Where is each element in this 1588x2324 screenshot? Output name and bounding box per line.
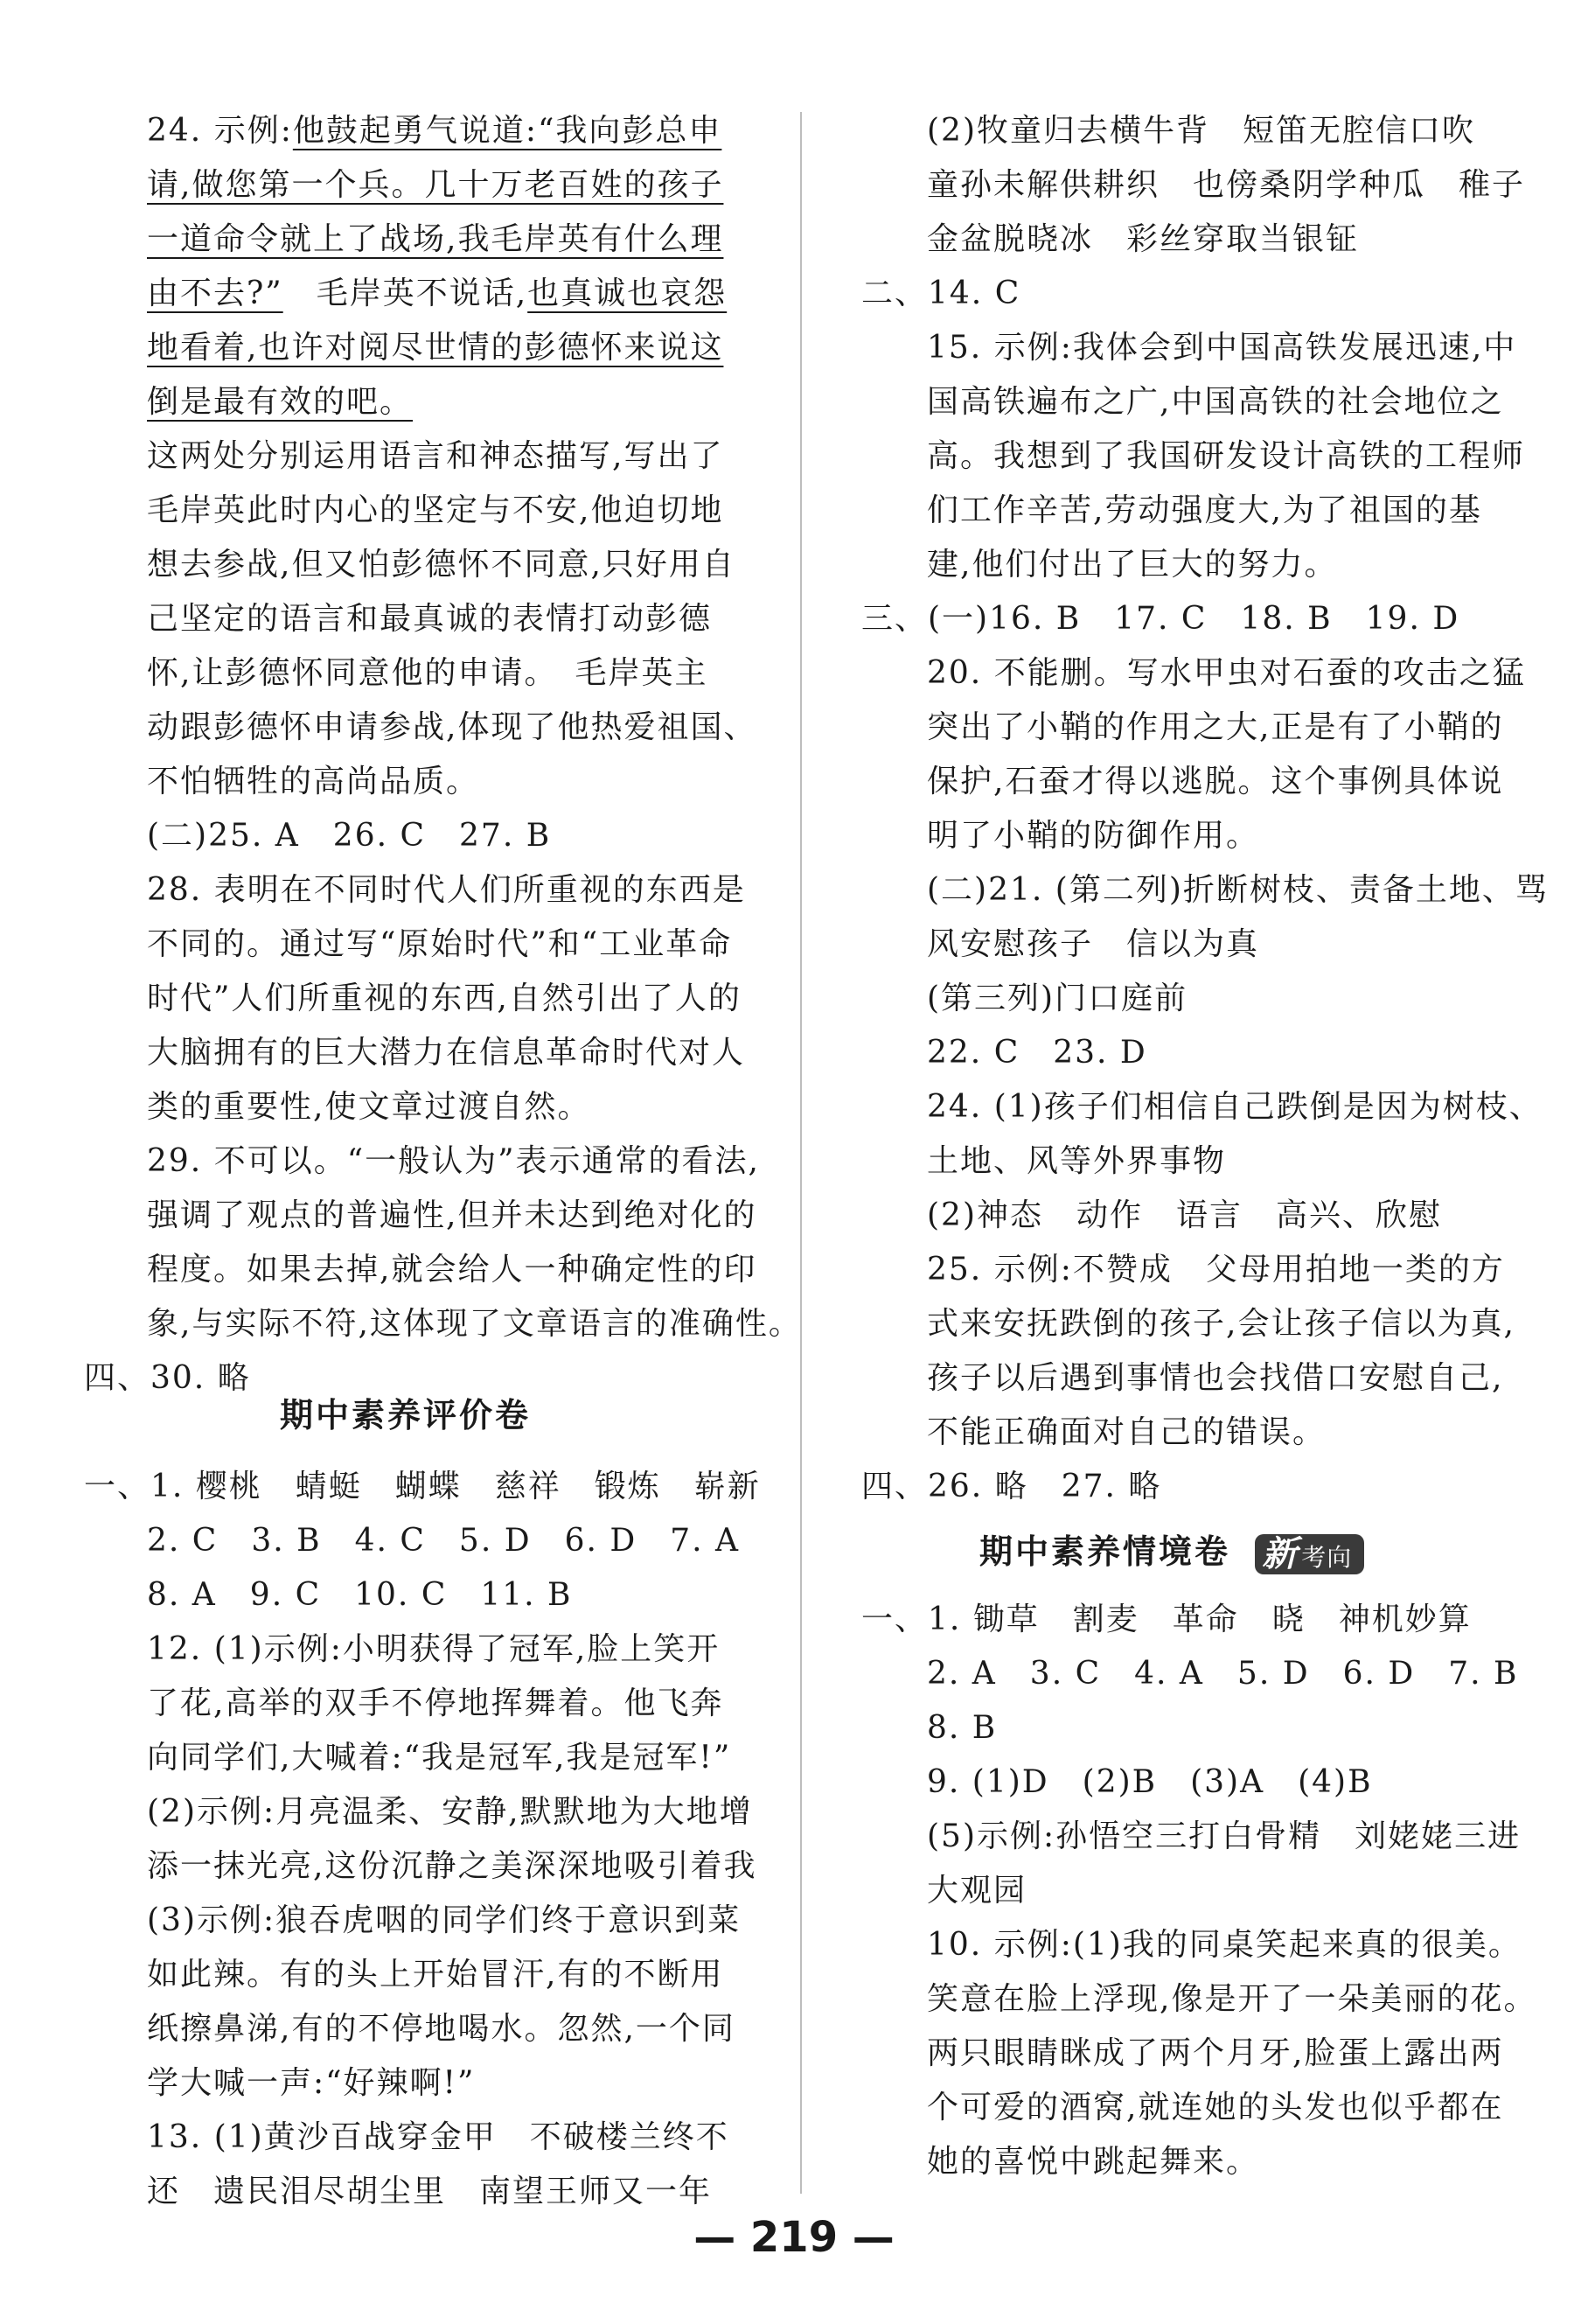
answer-line: [147, 981, 742, 1016]
answer-line: [147, 1524, 740, 1559]
answer-line: [147, 1958, 723, 1992]
line-text: 9. (1)D (2)B (3)A (4)B: [927, 1764, 1373, 1800]
answer-line: [84, 1361, 251, 1396]
answer-line: [927, 439, 1525, 474]
underlined-text: 地看着,也许对阅尽世情的彭德怀来说这: [147, 330, 724, 366]
line-text: 四、26. 略 27. 略: [861, 1469, 1162, 1504]
underlined-text: 倒是最有效的吧。: [147, 384, 414, 420]
line-text: 一、1. 樱桃 蜻蜓 蝴蝶 慈祥 锻炼 崭新: [84, 1469, 761, 1504]
answer-line: [861, 1602, 1472, 1637]
answer-line: [147, 1578, 573, 1613]
line-text: 二、14. C: [861, 276, 1021, 311]
line-text: 怀,让彭德怀同意他的申请。 毛岸英主: [147, 655, 708, 691]
line-text: 12. (1)示例:小明获得了冠军,脸上笑开: [147, 1631, 721, 1667]
answer-line: [927, 2090, 1503, 2125]
answer-line: [927, 1307, 1515, 1342]
underlined-text: 一道命令就上了战场,我毛岸英有什么理: [147, 221, 724, 257]
line-text: 四、30. 略: [84, 1360, 251, 1396]
answer-line: [927, 1765, 1373, 1800]
badge-small-text: 考向: [1301, 1542, 1353, 1572]
answer-line: [147, 2174, 712, 2209]
line-text: (二)25. A 26. C 27. B: [147, 818, 552, 854]
answer-line: [927, 1657, 1518, 1692]
answer-line: [147, 1686, 723, 1721]
line-text: 保护,石蚕才得以逃脱。这个事例具体说: [927, 764, 1504, 799]
answer-line: [147, 222, 723, 257]
line-text: 个可爱的酒窝,就连她的头发也似乎都在: [927, 2090, 1504, 2125]
answer-line: [147, 385, 413, 420]
line-text: 24. (1)孩子们相信自己跌倒是因为树枝、: [927, 1089, 1543, 1125]
answer-line: [147, 331, 723, 366]
answer-line: [147, 2120, 729, 2155]
badge-big-char: 新: [1262, 1533, 1299, 1574]
line-text: 20. 不能删。写水甲虫对石蚕的攻击之猛: [927, 655, 1526, 691]
section-title-midterm-eval: [280, 1396, 531, 1434]
answer-line: [927, 1198, 1442, 1233]
line-text: 10. 示例:(1)我的同桌笑起来真的很美。: [927, 1927, 1522, 1963]
underlined-text: 他鼓起勇气说道:“我向彭总申: [292, 113, 722, 149]
answer-line: [147, 1795, 753, 1830]
line-text: 不同的。通过写“原始时代”和“工业革命: [147, 926, 733, 962]
answer-line: [147, 1090, 590, 1125]
line-text: 添一抹光亮,这份沉静之美深深地吸引着我: [147, 1848, 757, 1884]
line-text: 孩子以后遇到事情也会找借口安慰自己,: [927, 1360, 1504, 1396]
line-text: 不能正确面对自己的错误。: [927, 1414, 1327, 1450]
line-text: 22. C 23. D: [927, 1035, 1147, 1071]
line-text: 大脑拥有的巨大潜力在信息革命时代对人: [147, 1035, 746, 1071]
line-text: 强调了观点的普遍性,但并未达到绝对化的: [147, 1197, 757, 1233]
answer-line: [927, 168, 1525, 203]
line-text: 突出了小鞘的作用之大,正是有了小鞘的: [927, 709, 1504, 745]
answer-line: [927, 114, 1475, 149]
answer-line: [147, 2012, 735, 2047]
answer-line: [147, 168, 723, 203]
line-text: 如此辣。有的头上开始冒汗,有的不断用: [147, 1957, 724, 1992]
answer-line: [147, 927, 732, 962]
line-text: 28. 表明在不同时代人们所重视的东西是: [147, 872, 746, 908]
line-text: 29. 不可以。“一般认为”表示通常的看法,: [147, 1143, 760, 1179]
line-text: 类的重要性,使文章过渡自然。: [147, 1089, 591, 1125]
column-divider: [800, 112, 802, 2194]
line-text: 向同学们,大喊着:“我是冠军,我是冠军!”: [147, 1740, 732, 1776]
answer-line: [861, 276, 1020, 311]
answer-line: [147, 114, 721, 149]
answer-line: [861, 602, 1459, 637]
line-text: 童孙未解供耕织 也傍桑阴学种瓜 稚子: [927, 167, 1526, 203]
answer-line: [927, 493, 1482, 528]
line-text: 24. 示例:: [147, 113, 293, 149]
answer-line: [147, 1632, 720, 1667]
line-text: 13. (1)黄沙百战穿金甲 不破楼兰终不: [147, 2119, 729, 2155]
answer-line: [927, 222, 1359, 257]
answer-line: [927, 1253, 1505, 1288]
answer-line: [927, 1415, 1326, 1450]
section-title-text: 期中素养情境卷: [979, 1532, 1231, 1571]
line-text: 25. 示例:不赞成 父母用拍地一类的方: [927, 1252, 1505, 1288]
answer-line: [927, 1361, 1503, 1396]
line-text: 这两处分别运用语言和神态描写,写出了: [147, 438, 724, 474]
line-text: 风安慰孩子 信以为真: [927, 926, 1260, 962]
line-text: 学大喊一声:“好辣啊!”: [147, 2065, 476, 2101]
line-text: 程度。如果去掉,就会给人一种确定性的印: [147, 1252, 757, 1288]
answer-line: [927, 385, 1503, 420]
section-title-text: 期中素养评价卷: [280, 1396, 532, 1434]
line-text: 明了小鞘的防御作用。: [927, 818, 1260, 854]
answer-line: [927, 873, 1549, 908]
line-text: 国高铁遍布之广,中国高铁的社会地位之: [927, 384, 1504, 420]
line-text: 笑意在脸上浮现,像是开了一朵美丽的花。: [927, 1981, 1537, 2017]
line-text: 15. 示例:我体会到中国高铁发展迅速,中: [927, 330, 1517, 366]
answer-line: [147, 548, 735, 583]
answer-line: [927, 548, 1337, 583]
line-text: 纸擦鼻涕,有的不停地喝水。忽然,一个同: [147, 2011, 735, 2047]
line-text: 8. B: [927, 1710, 998, 1746]
line-text: 时代”人们所重视的东西,自然引出了人的: [147, 981, 742, 1016]
line-text: 建,他们付出了巨大的努力。: [927, 547, 1338, 583]
answer-line: [147, 1741, 731, 1776]
line-text: 己坚定的语言和最真诚的表情打动彭德: [147, 601, 713, 637]
line-text: 一、1. 锄草 割麦 革命 晓 神机妙算: [861, 1602, 1472, 1637]
answer-line: [147, 710, 756, 745]
answer-line: [927, 1928, 1522, 1963]
answer-line: [927, 927, 1259, 962]
answer-line: [147, 819, 551, 854]
line-text: 2. A 3. C 4. A 5. D 6. D 7. B: [927, 1656, 1519, 1692]
line-text: 2. C 3. B 4. C 5. D 6. D 7. A: [147, 1523, 741, 1559]
underlined-text: 请,做您第一个兵。几十万老百姓的孩子: [147, 167, 724, 203]
line-text: 式来安抚跌倒的孩子,会让孩子信以为真,: [927, 1306, 1515, 1342]
line-text: 大观园: [927, 1873, 1027, 1909]
section-title-midterm-situation: [979, 1532, 1364, 1574]
answer-line: [927, 656, 1526, 691]
answer-line: [927, 1090, 1543, 1125]
line-text: 象,与实际不符,这体现了文章语言的准确性。: [147, 1306, 802, 1342]
answer-line: [927, 1982, 1536, 2017]
answer-line: [927, 981, 1188, 1016]
answer-line: [147, 602, 712, 637]
line-text: 高。我想到了我国研发设计高铁的工程师: [927, 438, 1526, 474]
new-trend-badge: [1255, 1534, 1364, 1574]
answer-line: [147, 1903, 741, 1938]
line-text: 想去参战,但又怕彭德怀不同意,只好用自: [147, 547, 735, 583]
answer-line: [927, 331, 1516, 366]
answer-line: [147, 1307, 802, 1342]
answer-line: [927, 819, 1259, 854]
answer-line: [147, 656, 707, 691]
answer-line: [147, 1198, 756, 1233]
line-text: 8. A 9. C 10. C 11. B: [147, 1577, 573, 1613]
answer-line: [927, 2145, 1259, 2180]
answer-line: [147, 1036, 745, 1071]
answer-line: [147, 2066, 475, 2101]
line-text: (3)示例:狼吞虎咽的同学们终于意识到菜: [147, 1902, 742, 1938]
answer-line: [927, 764, 1503, 799]
line-text: (第三列)门口庭前: [927, 981, 1188, 1016]
line-text: (二)21. (第二列)折断树枝、责备土地、骂: [927, 872, 1549, 908]
answer-line: [147, 493, 723, 528]
line-text: 她的喜悦中跳起舞来。: [927, 2144, 1260, 2180]
underlined-text: 由不去?”: [147, 276, 283, 311]
answer-line: [147, 1144, 760, 1179]
answer-line: [147, 764, 479, 799]
line-text: 两只眼睛眯成了两个月牙,脸蛋上露出两: [927, 2035, 1504, 2071]
line-text: 土地、风等外界事物: [927, 1143, 1227, 1179]
line-text: 还 遗民泪尽胡尘里 南望王师又一年: [147, 2174, 713, 2209]
line-text: (2)牧童归去横牛背 短笛无腔信口吹: [927, 113, 1475, 149]
line-text: 不怕牺牲的高尚品质。: [147, 764, 480, 799]
line-text: (2)神态 动作 语言 高兴、欣慰: [927, 1197, 1442, 1233]
answer-line: [927, 1819, 1521, 1854]
answer-line: [927, 1711, 997, 1746]
answer-line: [927, 1036, 1147, 1071]
answer-line: [147, 873, 746, 908]
underlined-text: 也真诚也哀怨: [527, 276, 728, 311]
line-text: 毛岸英此时内心的坚定与不安,他迫切地: [147, 492, 724, 528]
answer-line: [927, 710, 1503, 745]
line-text: 三、(一)16. B 17. C 18. B 19. D: [861, 601, 1460, 637]
line-text: (5)示例:孙悟空三打白骨精 刘姥姥三进: [927, 1818, 1522, 1854]
answer-line: [147, 276, 727, 311]
answer-line: [927, 1874, 1027, 1909]
line-text: 了花,高举的双手不停地挥舞着。他飞奔: [147, 1685, 724, 1721]
line-text: 们工作辛苦,劳动强度大,为了祖国的基: [927, 492, 1482, 528]
answer-line: [147, 439, 723, 474]
answer-line: [927, 1144, 1226, 1179]
line-text: 毛岸英不说话,: [282, 276, 528, 311]
line-text: (2)示例:月亮温柔、安静,默默地为大地增: [147, 1794, 753, 1830]
answer-line: [147, 1253, 756, 1288]
line-text: 动跟彭德怀申请参战,体现了他热爱祖国、: [147, 709, 757, 745]
answer-line: [84, 1469, 761, 1504]
answer-line: [861, 1469, 1161, 1504]
line-text: 金盆脱晓冰 彩丝穿取当银钲: [927, 221, 1360, 257]
answer-line: [147, 1849, 756, 1884]
answer-line: [927, 2036, 1503, 2071]
page-number: — 219 —: [693, 2213, 895, 2262]
